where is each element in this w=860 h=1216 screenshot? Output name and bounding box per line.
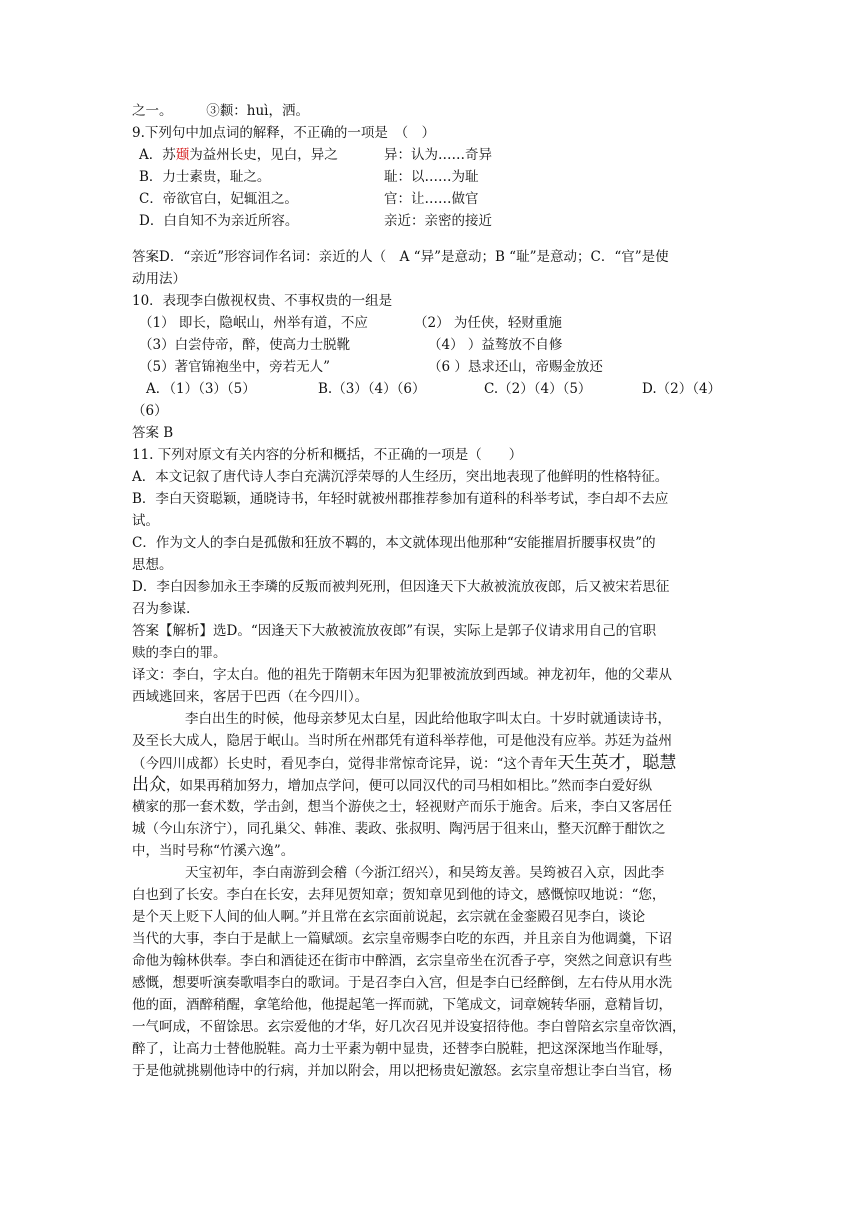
q10-row-2: （3）白尝侍帝，醉，使高力士脱靴 （4） ）益骜放不自修 [139,337,563,353]
translation-line: 感慨，想要听演奏歌唱李白的歌词。于是召李白入宫，但是李白已经醉倒，左右侍从用水洗 [132,975,672,991]
translation-line: 他的面，酒醉稍醒，拿笔给他，他提起笔一挥而就，下笔成文，词章婉转华丽，意精旨切， [132,997,672,1013]
red-character: 颋 [175,147,190,163]
translation-line: 是个天上贬下人间的仙人啊。”并且常在玄宗面前说起，玄宗就在金銮殿召见李白，谈论 [132,909,646,925]
answer-9: 答案D．“亲近”形容词作名词：亲近的人（ A “异”是意动；B “耻”是意动；C．“官”是使 [132,249,669,265]
answer-11: 答案【解析】选D。“因逢天下大赦被流放夜郎”有误，实际上是郭子仪请求用自己的官职 [132,623,657,639]
q10-choices: A．（1）（3）（5） B.（3）（4）（6） C.（2）（4）（5） D.（2）（4） [146,381,722,397]
document-page [132,100,742,1082]
q11-option-a: A．本文记叙了唐代诗人李白充满沉浮荣辱的人生经历，突出地表现了他鲜明的性格特征。 [132,469,669,485]
q11-option-c-cont: 思想。 [132,557,173,573]
translation-line: 于是他就挑剔他诗中的行病，并加以附会，用以把杨贵妃激怒。玄宗皇帝想让李白当官，杨 [132,1063,672,1079]
translation-line: 西域逃回来，客居于巴西（在今四川）。 [132,689,369,705]
q11-option-c: C．作为文人的李白是孤傲和狂放不羁的，本文就体现出他那种“安能摧眉折腰事权贵”的 [132,535,656,551]
text-line: 之一。 ③颣：huì，洒。 [132,103,309,119]
q9-option-a: A．苏颋为益州长史，见白，异之 异：认为……奇异 [132,144,742,166]
translation-line: 当代的大事，李白于是献上一篇赋颂。玄宗皇帝赐李白吃的东西，并且亲自为他调羹，下诏 [132,931,672,947]
translation-line: 出众，如果再稍加努力，增加点学问，便可以同汉代的司马相如相比。”然而李白爱好纵 [132,775,653,795]
q11-option-b-cont: 试。 [132,513,159,529]
translation-paragraph-1: 李白出生的时候，他母亲梦见太白星，因此给他取字叫太白。十岁时就通读诗书， [185,711,671,727]
q11-option-d-cont: 召为参谋. [132,601,191,617]
q9-option-b-explanation: 耻：以……为耻 [384,169,479,185]
q11-option-b: B．李白天资聪颖，通晓诗书，年轻时就被州郡推荐参加有道科的科举考试，李白却不去应 [132,491,669,507]
answer-10: 答案 B [132,425,174,441]
translation-line: 醉了，让高力士替他脱鞋。高力士平素为朝中显贵，还替李白脱鞋，把这深深地当作耻辱， [132,1041,672,1057]
q11-option-d: D．李白因参加永王李璘的反叛而被判死刑，但因逢天下大赦被流放夜郎，后又被宋若思征 [132,579,670,595]
translation-line: （今四川成都）长史时，看见李白，觉得非常惊奇诧异，说：“这个青年天生英才，聪慧 [132,753,677,773]
q10-row-3: （5）著官锦袍坐中，旁若无人” （6 ）恳求还山，帝赐金放还 [139,359,603,375]
q9-option-c-explanation: 官：让……做官 [384,191,479,207]
q9-option-c: C．帝欲官白，妃辄沮之。 官：让……做官 [132,188,742,210]
q10-choice-d-cont: （6） [132,403,168,419]
q9-option-b: B．力士素贵，耻之。 耻：以……为耻 [132,166,742,188]
q9-option-d: D．白自知不为亲近所容。 亲近：亲密的接近 [132,210,742,232]
translation-line: 横家的那一套术数，学击剑，想当个游侠之士，轻视财产而乐于施舍。后来，李白又客居任 [132,799,672,815]
q10-row-1: （1） 即长，隐岷山，州举有道，不应 （2） 为任侠，轻财重施 [139,315,562,331]
question-9: 9.下列句中加点词的解释，不正确的一项是 （ ） [132,125,436,141]
question-10: 10．表现李白傲视权贵、不事权贵的一组是 [132,293,393,309]
translation-line: 中，当时号称“竹溪六逸”。 [132,843,295,859]
translation-line: 一气呵成，不留馀思。玄宗爱他的才华，好几次召见并设宴招待他。李白曾陪玄宗皇帝饮酒， [132,1019,686,1035]
q9-option-a-explanation: 异：认为……奇异 [384,147,492,163]
translation-line: 译文：李白，字太白。他的祖先于隋朝末年因为犯罪被流放到西域。神龙初年，他的父辈从 [132,667,672,683]
translation-line: 命他为翰林供奉。李白和酒徒还在街市中醉酒，玄宗皇帝坐在沉香子亭，突然之间意识有些 [132,953,672,969]
question-11: 11. 下列对原文有关内容的分析和概括，不正确的一项是（ ） [132,447,523,463]
translation-line: 及至长大成人，隐居于岷山。当时所在州郡凭有道科举荐他，可是他没有应举。苏廷为益州 [132,733,672,749]
q9-option-d-explanation: 亲近：亲密的接近 [384,213,492,229]
translation-line: 城（今山东济宁），同孔巢父、韩准、裴政、张叔明、陶沔居于徂来山，整天沉醉于酣饮之 [132,821,666,837]
answer-11-cont: 赎的李白的罪。 [132,645,227,661]
answer-9-cont: 动用法） [132,271,186,287]
translation-paragraph-2: 天宝初年，李白南游到会稽（今浙江绍兴），和吴筠友善。吴筠被召入京，因此李 [185,865,665,881]
translation-line: 白也到了长安。李白在长安，去拜见贺知章；贺知章见到他的诗文，感慨惊叹地说：“您， [132,887,666,903]
